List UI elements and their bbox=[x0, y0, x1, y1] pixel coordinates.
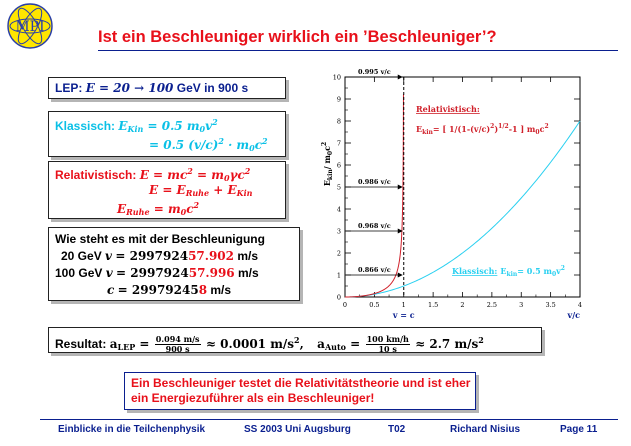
rel-eq2-sub2: Kin bbox=[236, 188, 253, 198]
lep-suffix: GeV in 900 s bbox=[176, 81, 249, 95]
x-tick-label: 0 bbox=[342, 301, 348, 309]
footer-term: SS 2003 Uni Augsburg bbox=[244, 424, 351, 435]
lc-label: Klassisch: bbox=[452, 266, 498, 276]
y-axis-label bbox=[321, 142, 334, 186]
rel-eq3: E bbox=[117, 202, 127, 216]
lr-rest2: ) bbox=[494, 124, 499, 134]
velocity-unit: m/s bbox=[238, 266, 259, 280]
y-tick-label: 6 bbox=[336, 161, 341, 170]
y-label-e: E bbox=[322, 180, 332, 187]
x-tick-label: 3 bbox=[519, 301, 524, 309]
velocity-row-20 bbox=[61, 249, 258, 263]
lr-rest: = [ 1/(1-(v/c) bbox=[432, 124, 491, 134]
y-label-sub: kin bbox=[327, 169, 334, 181]
y-tick-label: 4 bbox=[336, 205, 341, 214]
x-tick-label: 2 bbox=[460, 301, 465, 309]
velocity-energy: 100 GeV bbox=[55, 266, 103, 280]
velocity-unit: m/s bbox=[237, 249, 259, 263]
result-box: Resultat: $a_{LEP}$ = $\frac{0.094 m/s}{900 s}$ ≈ 0.0001 $m/s^2$, $a_{Auto}$ = $\frac{100 km/h}{10 s}$ ≈ 2.7 $m/s^2$ bbox=[48, 327, 542, 353]
velocity-eq: = 29979245 bbox=[117, 283, 199, 297]
a-auto: a bbox=[317, 337, 325, 351]
rel-eq3-tail: c bbox=[186, 202, 194, 216]
annotation-label: 0.986 v/c bbox=[358, 178, 391, 186]
x-tick-label: 1.5 bbox=[427, 301, 439, 309]
footer-course: Einblicke in die Teilchenphysik bbox=[58, 424, 206, 435]
a-lep: a bbox=[109, 337, 118, 351]
y-label-sup2: 2 bbox=[321, 141, 328, 147]
a-auto-sub: Auto bbox=[324, 342, 346, 352]
y-label-tail: / m bbox=[322, 155, 332, 170]
velocity-highlight: 57.902 bbox=[188, 249, 234, 263]
classical-eq2: = 0.5 (v/c) bbox=[149, 138, 219, 152]
lr-rest3: -1 ] m bbox=[508, 124, 536, 134]
lc-e: E bbox=[500, 266, 507, 276]
classical-label: Klassisch: bbox=[55, 119, 116, 133]
velocity-eq: = 2997924 bbox=[115, 249, 189, 263]
rel-eq1-rest: = m bbox=[197, 168, 224, 182]
x-tick-label: 4 bbox=[577, 301, 583, 309]
legend-relativistic: Relativistisch: bbox=[416, 104, 480, 114]
annotation-label: 0.968 v/c bbox=[358, 222, 391, 230]
mpi-logo bbox=[6, 2, 54, 50]
frac2-den: 10 s bbox=[378, 344, 397, 355]
rel-eq2-mid: + E bbox=[213, 183, 237, 197]
x-axis-label: v/c bbox=[567, 310, 580, 320]
annotation-label: 0.995 v/c bbox=[358, 68, 391, 76]
classical-v: v bbox=[205, 119, 213, 133]
rel-eq3-rest: = m bbox=[153, 202, 181, 216]
lc-exp: 2 bbox=[560, 265, 565, 272]
fraction-lep bbox=[155, 335, 201, 354]
y-tick-label: 2 bbox=[336, 249, 341, 258]
classical-box: Klassisch: $E_{Kin} = 0.5$ $m_0v^2$ = 0.5 $(v/c)^2 \cdot m_0c^2$ bbox=[48, 111, 286, 157]
footer-code: T02 bbox=[388, 424, 406, 435]
frac1-num: 0.094 m/s bbox=[155, 334, 200, 345]
rel-eq2: E = E bbox=[149, 183, 186, 197]
conclusion-text: Ein Beschleuniger testet die Relativitätstheorie und ist eher ein Energiezuführer als ein Beschleuniger! bbox=[131, 376, 471, 405]
y-tick-label: 8 bbox=[336, 117, 341, 126]
lr-tail: c bbox=[539, 124, 545, 134]
velocity-highlight: 57.996 bbox=[188, 266, 235, 280]
lep-box bbox=[48, 77, 286, 99]
y-tick-label: 9 bbox=[336, 95, 341, 104]
classical-e: E bbox=[118, 119, 128, 133]
lep-formula: E = 20 → 100 bbox=[85, 81, 174, 95]
y-tick-label: 0 bbox=[336, 293, 341, 302]
lr-exp3: 2 bbox=[544, 123, 549, 130]
fraction-auto bbox=[366, 335, 410, 354]
y-tick-label: 5 bbox=[336, 183, 341, 192]
lep-label: LEP: bbox=[55, 81, 83, 95]
classical-e-sub: Kin bbox=[127, 124, 144, 134]
y-label-sub2: 0 bbox=[327, 150, 334, 156]
velocity-box bbox=[48, 227, 300, 301]
y-label-sup: c bbox=[322, 146, 332, 151]
velocity-row-100 bbox=[55, 266, 259, 280]
vline-label: v = c bbox=[392, 310, 415, 320]
footer-page: Page 11 bbox=[560, 424, 598, 435]
result-label: Resultat: bbox=[55, 337, 107, 351]
y-tick-label: 10 bbox=[332, 73, 341, 82]
approx2: ≈ 2.7 m/s bbox=[415, 337, 479, 351]
y-tick-label: 3 bbox=[336, 227, 341, 236]
atom-icon bbox=[6, 2, 54, 50]
x-tick-label: 1 bbox=[401, 301, 406, 309]
lr-exp: 2 bbox=[490, 123, 495, 130]
lc-rest: = 0.5 m bbox=[517, 266, 552, 276]
velocity-highlight: 8 bbox=[198, 283, 208, 297]
rel-eq3-sub: Ruhe bbox=[126, 207, 150, 217]
footer-rule bbox=[40, 419, 618, 420]
rel-eq1-tail: γc bbox=[229, 168, 245, 182]
rel-eq1: E = mc bbox=[139, 168, 188, 182]
annotation-label: 0.866 v/c bbox=[358, 266, 391, 274]
frac2-num: 100 km/h bbox=[366, 334, 409, 345]
lr-sub: kin bbox=[422, 129, 433, 136]
classical-c: c bbox=[254, 138, 263, 152]
velocity-heading: Wie steht es mit der Beschleunigung bbox=[55, 232, 265, 246]
velocity-eq: = 2997924 bbox=[116, 266, 189, 280]
a-lep-sub: LEP bbox=[117, 342, 136, 352]
x-tick-label: 3.5 bbox=[545, 301, 556, 309]
energy-chart bbox=[318, 64, 593, 326]
relativistic-box: Relativistisch: $E = mc^2 = m_0\gamma c^2$ $E = E_{Ruhe} + E_{Kin}$ $E_{Ruhe} = m_0c^2$ bbox=[48, 161, 286, 219]
velocity-var: v bbox=[105, 249, 113, 263]
logo-text: MPI bbox=[15, 19, 45, 35]
classical-eq1: = 0.5 m bbox=[147, 119, 200, 133]
frac1-den: 900 s bbox=[165, 344, 190, 355]
rel-eq2-sub1: Ruhe bbox=[185, 188, 210, 198]
x-tick-label: 2.5 bbox=[486, 301, 498, 309]
relativistic-label: Relativistisch: bbox=[55, 168, 137, 182]
lr-sub2: 0 bbox=[535, 129, 540, 136]
velocity-unit: m/s bbox=[210, 283, 232, 297]
approx1: ≈ 0.0001 m/s bbox=[205, 337, 295, 351]
lc-tail: v bbox=[556, 266, 561, 276]
conclusion-box bbox=[124, 372, 476, 410]
x-tick-label: 0.5 bbox=[369, 301, 380, 309]
classical-eq2-tail: · m bbox=[228, 138, 250, 152]
title-rule bbox=[98, 50, 618, 51]
y-tick-label: 7 bbox=[336, 139, 341, 148]
y-tick-label: 1 bbox=[336, 271, 341, 280]
velocity-row-c bbox=[107, 283, 231, 297]
lr-e: E bbox=[416, 124, 423, 134]
lc-sub: kin bbox=[506, 271, 518, 278]
lr-exp2: 1/2 bbox=[498, 123, 509, 130]
page-title: Ist ein Beschleuniger wirklich ein ’Beschleuniger’? bbox=[98, 28, 497, 46]
velocity-var: c bbox=[107, 283, 115, 297]
velocity-var: v bbox=[105, 266, 113, 280]
footer-author: Richard Nisius bbox=[450, 424, 521, 435]
lc-sub2: 0 bbox=[551, 271, 557, 278]
velocity-energy: 20 GeV bbox=[61, 249, 102, 263]
